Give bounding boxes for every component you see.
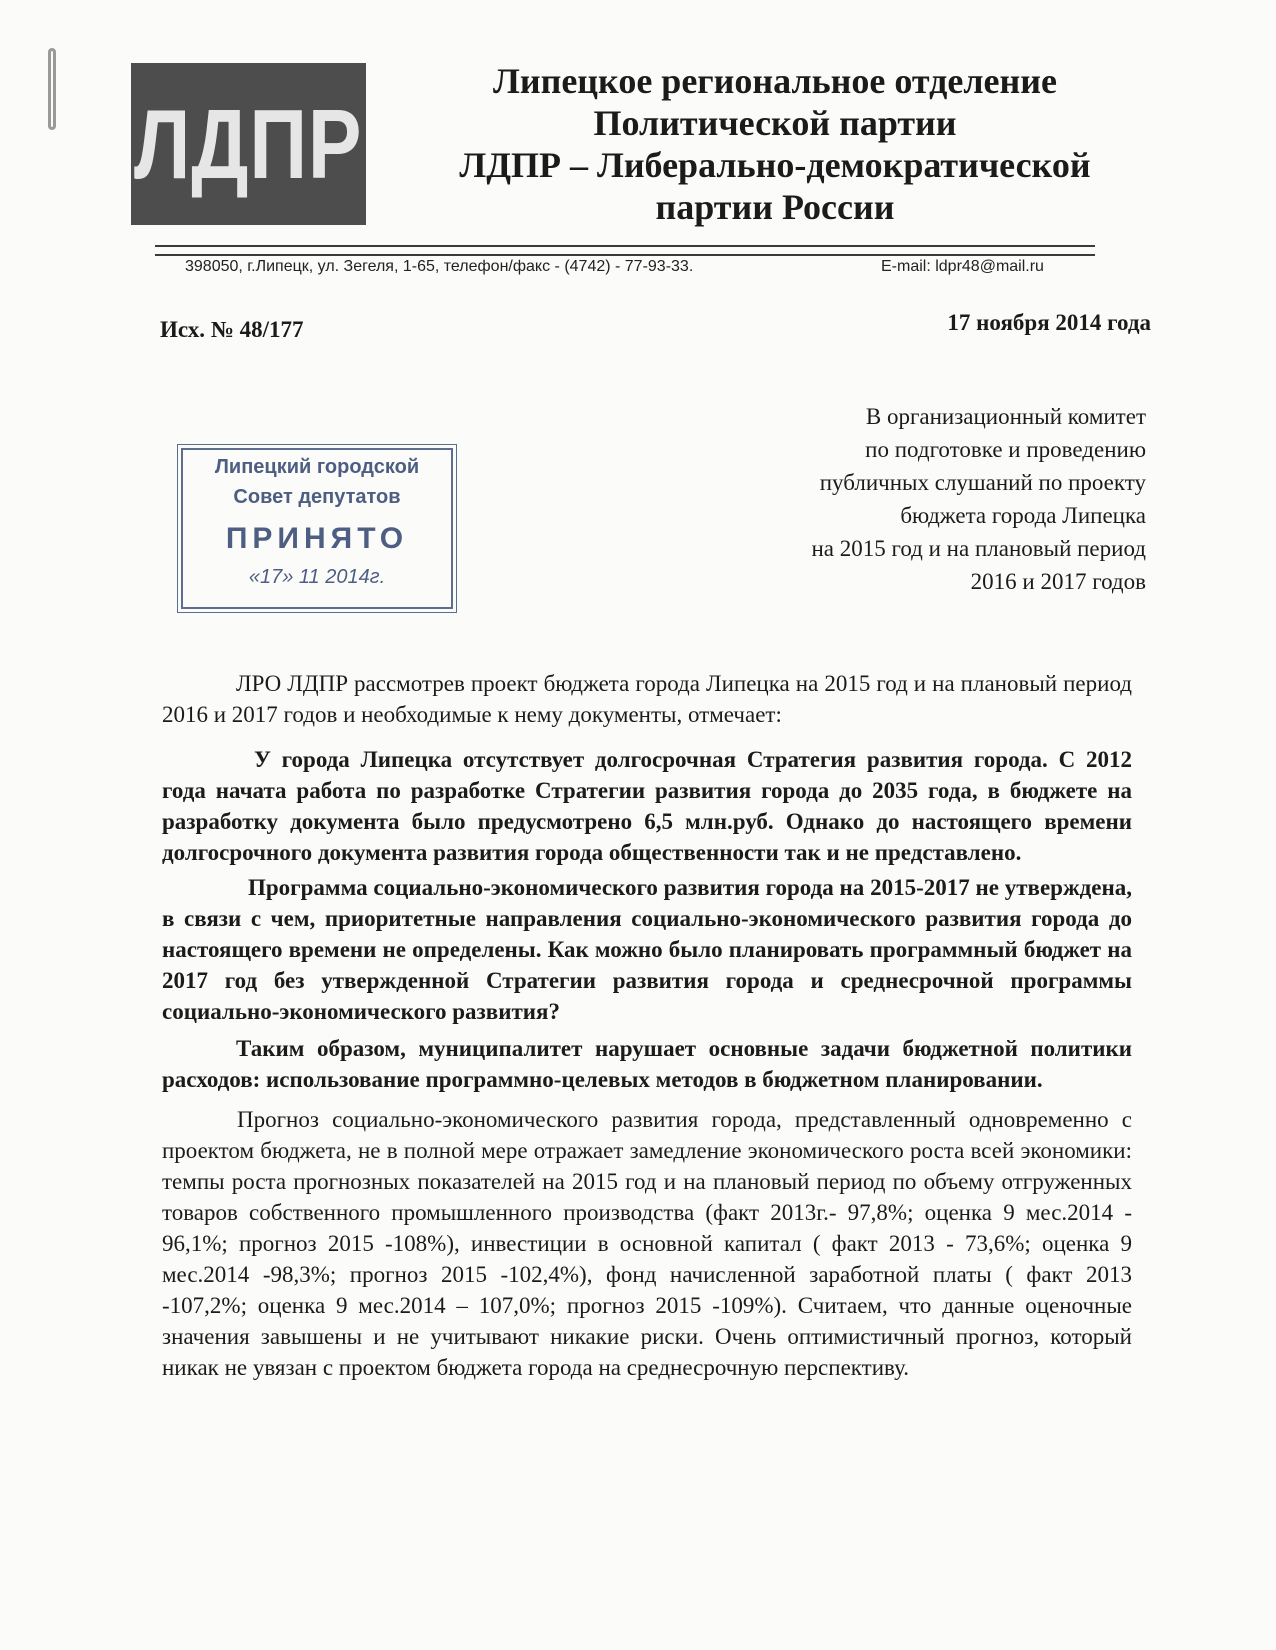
addressee-line: В организационный комитет: [865, 404, 1146, 429]
stamp-accepted: ПРИНЯТО: [225, 522, 409, 555]
addressee-line: бюджета города Липецка: [900, 503, 1146, 528]
org-line: партии России: [655, 187, 895, 227]
header-divider: [155, 245, 1095, 256]
email-address: E-mail: ldpr48@mail.ru: [881, 258, 1044, 275]
outgoing-number: Исх. № 48/177: [160, 317, 304, 342]
addressee-line: по подготовке и проведению: [865, 437, 1146, 462]
received-stamp: [181, 448, 453, 609]
addressee-line: публичных слушаний по проекту: [819, 470, 1146, 495]
contact-line: [185, 258, 1065, 276]
program-paragraph: Программа социально-экономического развития города на 2015-2017 не утверждена, в связи с чем, приоритетные направления социально-экономического развития города до настоящего времени не определены. Как можно было планировать программный бюджет на 2017 год без утвержденной Стратегии развития города и среднесрочной программы социально-экономического развития?: [162, 875, 1132, 1024]
addressee-block: [626, 400, 1146, 598]
org-line: Политической партии: [593, 103, 957, 143]
letter-body: [162, 668, 1132, 1383]
strategy-paragraph: У города Липецка отсутствует долгосрочная Стратегия развития города. С 2012 года начата работа по разработке Стратегии развития города до 2035 года, в бюджете на разработку документа было предусмотрено 6,5 млн.руб. Однако до настоящего времени долгосрочного документа развития города общественности так и не представлено.: [162, 747, 1132, 865]
organization-name: [385, 60, 1165, 228]
stamp-date: «17» 11 2014г.: [248, 566, 386, 588]
addressee-line: на 2015 год и на плановый период: [811, 536, 1146, 561]
conclusion-paragraph: Таким образом, муниципалитет нарушает основные задачи бюджетной политики расходов: использование программно-целевых методов в бюджетном планировании.: [162, 1036, 1132, 1092]
forecast-paragraph: Прогноз социально-экономического развития города, представленный одновременно с проектом бюджета, не в полной мере отражает замедление экономического роста всей экономики: темпы роста прогнозных показателей на 2015 год и на плановый период по объему отгруженных товаров собственного промышленного производства (факт 2013г.- 97,8%; оценка 9 мес.2014 - 96,1%; прогноз 2015 -108%), инвестиции в основной капитал ( факт 2013 - 73,6%; оценка 9 мес.2014 -98,3%; прогноз 2015 -102,4%), фонд начисленной заработной платы ( факт 2013 -107,2%; оценка 9 мес.2014 – 107,0%; прогноз 2015 -109%). Считаем, что данные оценочные значения завышены и не учитывают никакие риски. Очень оптимистичный прогноз, который никак не увязан с проектом бюджета города на среднесрочную перспективу.: [162, 1107, 1132, 1380]
org-line: Липецкое региональное отделение: [493, 61, 1057, 101]
ldpr-logo: [131, 63, 366, 225]
intro-paragraph: ЛРО ЛДПР рассмотрев проект бюджета города Липецка на 2015 год и на плановый период 2016 и 2017 годов и необходимые к нему документы, отмечает:: [162, 671, 1132, 727]
letter-date: 17 ноября 2014 года: [947, 310, 1151, 335]
stamp-line: Липецкий городской: [214, 456, 420, 478]
logo-text: ЛДПР: [134, 88, 363, 199]
org-line: ЛДПР – Либерально-демократической: [459, 145, 1091, 185]
stamp-line: Совет депутатов: [233, 486, 401, 508]
staple: [48, 48, 56, 130]
postal-address: 398050, г.Липецк, ул. Зегеля, 1-65, телефон/факс - (4742) - 77-93-33.: [185, 258, 694, 275]
addressee-line: 2016 и 2017 годов: [970, 569, 1146, 594]
